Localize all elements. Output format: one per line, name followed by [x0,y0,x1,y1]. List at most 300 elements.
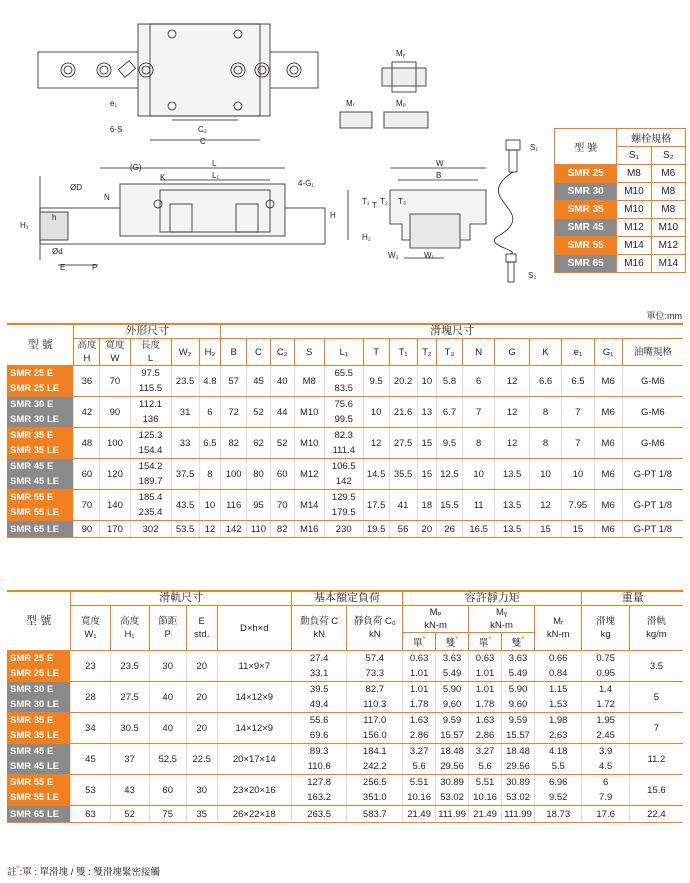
table-cell: 170 [100,521,130,538]
t1-col-header: T [363,339,389,366]
table-cell: 34 [71,713,110,744]
table-cell: 65.5 83.5 [324,366,363,397]
table-cell: M12 [294,459,324,490]
label-p: P [92,263,98,272]
table-cell: 12 [363,428,389,459]
table-cell: 89.3 110.6 [291,744,347,775]
table-cell: G-M6 [622,428,683,459]
table-cell: 8 [529,428,561,459]
table-cell: 1.4 1.72 [582,682,629,713]
bolt-row-model: SMR 45 [555,219,617,237]
table-cell: 263.5 [291,806,347,823]
table-cell: 10 [363,397,389,428]
label-w2: W₂ [388,251,399,260]
table-cell: 16.5 [462,521,494,538]
label-t1: T₁ [362,197,370,206]
table-cell: 13 [417,397,436,428]
t2-header-weight: 重量 [582,591,683,606]
label-6s: 6-S [110,125,123,134]
table-cell: 56 [389,521,417,538]
table-cell: 57.4 73.3 [347,651,403,682]
block-top-view [138,24,270,116]
bolt-spec-table [554,128,686,273]
table-cell: 6.6 [529,366,561,397]
table-cell: 26 [437,521,463,538]
table-cell: 7 [562,428,594,459]
table-cell: M14 [294,490,324,521]
table-cell: 95 [247,490,271,521]
table-cell: 82.7 110.3 [347,682,403,713]
table-cell: 13.5 [495,459,530,490]
bolt-header-s1: S₁ [617,147,651,165]
t1-col-header: K [529,339,561,366]
t1-col-header: N [462,339,494,366]
label-mp: Mₚ [396,99,407,108]
t1-col-header: 高度 H [74,339,100,366]
bolt-row-s1: M8 [617,165,651,183]
table-cell: M6 [594,521,622,538]
table-cell: 583.7 [347,806,403,823]
table-cell: 6 [199,397,221,428]
table-cell: 27.5 [389,428,417,459]
table-cell: 0.63 1.01 [469,651,502,682]
table-cell: 18 [417,490,436,521]
t1-col-header: T₁ [389,339,417,366]
table-cell: 1.15 1.53 [535,682,582,713]
table-cell: 10 [562,459,594,490]
table-cell: 27.4 33.1 [291,651,347,682]
table-cell: 52 [270,428,294,459]
t1-col-header: W₂ [171,339,199,366]
table-cell: 12 [199,521,221,538]
table-cell: 6 [462,366,494,397]
table-cell: 7.95 [562,490,594,521]
table-cell: 1.63 2.86 [469,713,502,744]
label-w1: W₁ [424,251,435,260]
table-cell: 120 [100,459,130,490]
table-cell: 15 [562,521,594,538]
bolt-row-s2: M8 [651,183,685,201]
table-cell: 33 [171,428,199,459]
table-cell: 53.5 [171,521,199,538]
bolt-header-model: 型 號 [555,129,617,165]
footnote: 註*:單 : 單滑塊 / 雙 : 雙滑塊緊密接觸 [7,864,160,879]
t1-col-header: 長度 L [130,339,171,366]
table-cell: 15 [529,521,561,538]
label-s2: S₂ [528,271,537,280]
t1-col-header: G₁ [594,339,622,366]
row-model: SMR 25 E SMR 25 LE [7,651,71,682]
t1-col-header: 寬度 W [100,339,130,366]
row-model: SMR 35 E SMR 35 LE [7,713,71,744]
table-cell: 4.18 5.5 [535,744,582,775]
row-model: SMR 30 E SMR 30 LE [7,682,71,713]
label-h1: H₁ [20,221,29,230]
row-model: SMR 25 E SMR 25 LE [7,366,74,397]
label-l1: L₁ [212,171,220,180]
table-cell: G-PT 1/8 [622,459,683,490]
table-cell: 30.5 [110,713,149,744]
table-cell: 43.5 [171,490,199,521]
table-cell: 154.2 189.7 [130,459,171,490]
table-cell: 11 [462,490,494,521]
table-cell: 18.48 29.56 [502,744,535,775]
t2-col-mp-single: 單* [403,633,436,651]
t1-col-header: L₁ [324,339,363,366]
table-cell: 12 [495,428,530,459]
table-cell: 23×20×16 [217,775,291,806]
table-cell: 48 [74,428,100,459]
table-cell: 18.48 29.56 [436,744,469,775]
table-cell: 60 [149,775,186,806]
table-cell: 90 [100,397,130,428]
label-l: L [212,159,217,168]
t2-col-c0: 靜負荷 C₀ kN [347,606,403,651]
bolt-row-model: SMR 30 [555,183,617,201]
table-cell: 17.5 [363,490,389,521]
table-cell: 31 [171,397,199,428]
label-g: (G) [130,163,142,172]
table-cell: 60 [74,459,100,490]
table-cell: 41 [389,490,417,521]
table-cell: 52.5 [149,744,186,775]
table-cell: 142 [221,521,247,538]
table-cell: 80 [247,459,271,490]
table-cell: 1.98 2.63 [535,713,582,744]
label-mr: Mᵣ [346,99,355,108]
table-cell: 62 [247,428,271,459]
table-cell: 57 [221,366,247,397]
bolt-row-s1: M10 [617,183,651,201]
table-cell: 1.01 1.78 [469,682,502,713]
bolt-row-s2: M10 [651,219,685,237]
table-cell: 112.1 136 [130,397,171,428]
table-cell: 44 [270,397,294,428]
bolt-row-s2: M6 [651,165,685,183]
table-cell: 15 [417,459,436,490]
bolt-row-model: SMR 55 [555,237,617,255]
table-cell: 129.5 179.5 [324,490,363,521]
table-cell: 13.5 [495,521,530,538]
rail-load-table [7,590,683,823]
table-cell: 185.4 235.4 [130,490,171,521]
table-cell: 70 [100,366,130,397]
table-cell: 12 [529,490,561,521]
table-cell: G-M6 [622,366,683,397]
t1-col-header: C₂ [270,339,294,366]
table-cell: 6.5 [199,428,221,459]
table-cell: 10 [529,459,561,490]
label-t2: T₂ [380,197,388,206]
table-cell: 14×12×9 [217,682,291,713]
table-cell: 40 [149,713,186,744]
t2-header-load: 基本額定負荷 [291,591,402,606]
table-cell: 1.63 2.86 [403,713,436,744]
t1-col-header: 油嘴規格 [622,339,683,366]
bolt-row-s1: M12 [617,219,651,237]
table-cell: 3.5 [629,651,683,682]
table-cell: 14×12×9 [217,713,291,744]
bolt-row-s1: M16 [617,255,651,273]
table-cell: 13.5 [495,490,530,521]
table-cell: 4.8 [199,366,221,397]
label-e: E [60,263,66,272]
table-cell: M6 [594,459,622,490]
t1-col-header: T₃ [437,339,463,366]
table-cell: 3.63 5.49 [502,651,535,682]
label-w: W [436,159,444,168]
table-cell: 230 [324,521,363,538]
table-cell: 0.75 0.95 [582,651,629,682]
table-cell: M10 [294,397,324,428]
table-cell: 14.5 [363,459,389,490]
table-cell: 9.59 15.57 [502,713,535,744]
unit-label: 單位:mm [646,311,682,321]
table-cell: 37.5 [171,459,199,490]
bolt-row-model: SMR 25 [555,165,617,183]
table-cell: 40 [149,682,186,713]
table-cell: 30.89 53.02 [502,775,535,806]
table-cell: 75 [149,806,186,823]
t1-col-header: G [495,339,530,366]
t2-col-mr: Mᵣ kN-m [535,606,582,651]
table-cell: 1.95 2.45 [582,713,629,744]
label-hh: H [330,211,336,220]
table-cell: 7 [629,713,683,744]
table-cell: 100 [100,428,130,459]
table-cell: 37 [110,744,149,775]
row-model: SMR 65 LE [7,806,71,823]
table-cell: 43 [110,775,149,806]
table-cell: 111.99 [436,806,469,823]
t1-col-header: B [221,339,247,366]
bolt-row-s2: M14 [651,255,685,273]
table-cell: 52 [110,806,149,823]
table-cell: 21.6 [389,397,417,428]
bolt-row-s2: M12 [651,237,685,255]
label-t: T [372,201,377,210]
table-cell: 20 [186,682,217,713]
t2-header-model: 型 號 [7,591,71,651]
t1-col-header: S [294,339,324,366]
row-model: SMR 45 E SMR 45 LE [7,459,74,490]
label-c2: C₂ [198,125,207,134]
table-cell: 20 [186,713,217,744]
table-cell: 3.27 5.6 [403,744,436,775]
t2-col-e: E std. [186,606,217,651]
t2-col-w1: 寬度 W₁ [71,606,110,651]
bolt-header-spec: 螺栓規格 [617,129,686,147]
table-cell: 75.6 99.5 [324,397,363,428]
table-cell: M10 [294,428,324,459]
t2-col-mp-double: 雙* [436,633,469,651]
t2-header-moment: 容許靜力矩 [403,591,582,606]
table-cell: 42 [74,397,100,428]
table-cell: 12 [495,397,530,428]
table-cell: 125.3 154.4 [130,428,171,459]
table-cell: 5.90 9.60 [502,682,535,713]
table-cell: 116 [221,490,247,521]
table-cell: 20 [417,521,436,538]
table-cell: 21.49 [403,806,436,823]
label-od: ØD [70,183,82,192]
table-cell: 184.1 242.2 [347,744,403,775]
t2-col-wr: 滑軌 kg/m [629,606,683,651]
table-cell: 5.8 [437,366,463,397]
table-cell: 1.01 1.78 [403,682,436,713]
t2-col-p: 節距 P [149,606,186,651]
table-cell: 7 [462,397,494,428]
table-cell: 10 [199,490,221,521]
table-cell: 127.8 163.2 [291,775,347,806]
table-cell: 8 [462,428,494,459]
table-cell: 40 [270,366,294,397]
block-side-view [120,184,285,236]
table-cell: 27.5 [110,682,149,713]
table-cell: 72 [221,397,247,428]
bolt-row-s1: M10 [617,201,651,219]
table-cell: 3.27 5.6 [469,744,502,775]
table-cell: 9.5 [363,366,389,397]
table-cell: 22.4 [629,806,683,823]
table-cell: 5.90 9.60 [436,682,469,713]
table-cell: 20 [186,651,217,682]
bolt-row-s2: M8 [651,201,685,219]
t2-col-c: 動負荷 C kN [291,606,347,651]
table-cell: 70 [270,490,294,521]
table-cell: 140 [100,490,130,521]
label-b: B [436,171,442,180]
table-cell: 0.66 0.84 [535,651,582,682]
table-cell: 21.49 [469,806,502,823]
table-cell: 19.5 [363,521,389,538]
row-model: SMR 45 E SMR 45 LE [7,744,71,775]
table-cell: 11.2 [629,744,683,775]
bolt-row-s1: M14 [617,237,651,255]
t2-header-rail: 滑軌尺寸 [71,591,291,606]
table-cell: 117.0 156.0 [347,713,403,744]
t2-col-my-double: 雙* [502,633,535,651]
label-k: K [160,173,166,182]
table-cell: 8 [529,397,561,428]
table-cell: 6.5 [562,366,594,397]
table-cell: G-PT 1/8 [622,490,683,521]
table-cell: 39.5 49.4 [291,682,347,713]
table-cell: 52 [247,397,271,428]
table-cell: 20.2 [389,366,417,397]
table-cell: 5.51 10.16 [469,775,502,806]
t2-col-wb: 滑塊 kg [582,606,629,651]
table-cell: 22.5 [186,744,217,775]
table-cell: 7 [562,397,594,428]
table-cell: 5.51 10.16 [403,775,436,806]
table-cell: 20×17×14 [217,744,291,775]
table-cell: 35 [186,806,217,823]
table-cell: 17.6 [582,806,629,823]
label-h2: H₂ [362,233,371,242]
label-c: C [200,137,206,146]
table-cell: 82.3 111.4 [324,428,363,459]
table-cell: 18.73 [535,806,582,823]
t2-col-my: Mᵧ kN-m [469,606,535,633]
table-cell: 36 [74,366,100,397]
table-cell: G-M6 [622,397,683,428]
row-model: SMR 65 LE [7,521,74,538]
table-cell: 3.63 5.49 [436,651,469,682]
table-cell: 28 [71,682,110,713]
table-cell: 110 [247,521,271,538]
t1-header-model: 型 號 [7,324,74,366]
block-dimension-table [7,323,683,538]
table-cell: 90 [74,521,100,538]
bolt-row-model: SMR 65 [555,255,617,273]
table-cell: 82 [221,428,247,459]
table-cell: 53 [71,775,110,806]
table-cell: 26×22×18 [217,806,291,823]
t1-col-header: e₁ [562,339,594,366]
table-cell: 97.5 115.5 [130,366,171,397]
table-cell: M8 [294,366,324,397]
row-model: SMR 55 E SMR 55 LE [7,775,71,806]
table-cell: 45 [71,744,110,775]
row-model: SMR 55 E SMR 55 LE [7,490,74,521]
table-cell: 15 [417,428,436,459]
row-model: SMR 35 E SMR 35 LE [7,428,74,459]
table-cell: 6.96 9.52 [535,775,582,806]
t1-header-outer: 外形尺寸 [74,324,221,339]
t2-col-h1: 高度 H₁ [110,606,149,651]
t2-col-my-single: 單* [469,633,502,651]
table-cell: 70 [74,490,100,521]
table-cell: 3.9 4.5 [582,744,629,775]
t2-col-mp: Mₚ kN-m [403,606,469,633]
table-cell: 6 7.9 [582,775,629,806]
label-e1: e₁ [110,99,118,108]
table-cell: 23.5 [110,651,149,682]
table-cell: 6.7 [437,397,463,428]
table-cell: 5 [629,682,683,713]
label-4g1: 4-G₁ [298,179,315,188]
bolt-row-model: SMR 35 [555,201,617,219]
table-cell: 30 [149,651,186,682]
table-cell: 12 [495,366,530,397]
table-cell: 0.63 1.01 [403,651,436,682]
table-cell: G-PT 1/8 [622,521,683,538]
label-my: Mᵧ [396,49,406,58]
table-cell: 45 [247,366,271,397]
table-cell: 9.59 15.57 [436,713,469,744]
table-cell: 9.5 [437,428,463,459]
table-cell: 111.99 [502,806,535,823]
table-cell: 63 [71,806,110,823]
table-cell: 11×9×7 [217,651,291,682]
table-cell: 15.6 [629,775,683,806]
label-t3: T₃ [398,197,407,206]
table-cell: M6 [594,428,622,459]
label-h: h [52,213,57,222]
t1-col-header: H₂ [199,339,221,366]
table-cell: M6 [594,366,622,397]
table-cell: 302 [130,521,171,538]
table-cell: 12.5 [437,459,463,490]
table-cell: 30 [186,775,217,806]
t1-col-header: C [247,339,271,366]
table-cell: 23.5 [171,366,199,397]
table-cell: 100 [221,459,247,490]
table-cell: 60 [270,459,294,490]
label-s1: S₁ [530,143,539,152]
label-n: N [104,193,110,202]
